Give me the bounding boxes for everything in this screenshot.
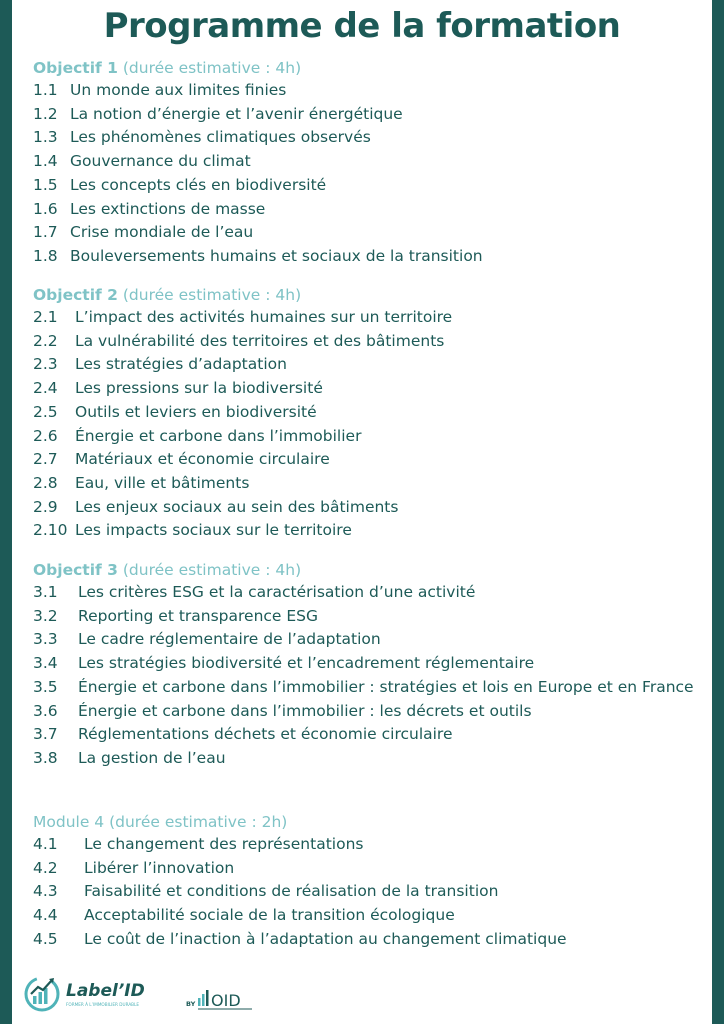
list-item [33, 605, 703, 629]
item-number: 2.10 [33, 521, 68, 540]
oid-bars-icon [198, 990, 209, 1006]
page-title: Programme de la formation [103, 6, 621, 46]
list-item [33, 245, 703, 269]
item-number: 2.1 [33, 308, 58, 326]
item-text: L’impact des activités humaines sur un territoire [75, 308, 453, 326]
item-number: 2.9 [33, 497, 58, 516]
item-number: 1.3 [33, 128, 58, 147]
item-text: Énergie et carbone dans l’immobilier : stratégies et lois en Europe et en France [78, 677, 694, 696]
section-duration: (durée estimative : 4h) [122, 561, 302, 579]
item-text: Les stratégies biodiversité et l’encadrement réglementaire [78, 654, 535, 673]
list-item [33, 377, 703, 401]
item-number: 3.6 [33, 701, 58, 720]
item-text: Énergie et carbone dans l’immobilier : les décrets et outils [78, 701, 532, 720]
item-number: 2.2 [33, 331, 58, 350]
item-number: 3.3 [33, 630, 58, 649]
item-number: 2.7 [33, 450, 58, 469]
label-id-brand: Label’ID [66, 981, 145, 1001]
item-text: Les stratégies d’adaptation [75, 355, 287, 374]
item-number: 4.3 [33, 882, 58, 901]
item-number: 1.1 [33, 81, 58, 99]
item-text: Crise mondiale de l’eau [70, 223, 254, 242]
item-number: 3.7 [33, 725, 58, 744]
item-number: 2.8 [33, 473, 58, 492]
list-item [33, 496, 703, 520]
section-label: Objectif 3 [33, 561, 118, 579]
item-number: 1.5 [33, 175, 58, 194]
item-text: Matériaux et économie circulaire [75, 450, 330, 469]
list-item [33, 126, 703, 150]
section-label: Module 4 [33, 813, 105, 831]
section-heading [33, 811, 703, 833]
item-number: 3.4 [33, 654, 58, 673]
item-number: 1.2 [33, 104, 58, 123]
list-item [33, 174, 703, 198]
section-heading [33, 57, 703, 79]
list-item [33, 353, 703, 377]
item-text: Le cadre réglementaire de l’adaptation [78, 630, 381, 649]
item-number: 2.6 [33, 426, 58, 445]
item-text: Énergie et carbone dans l’immobilier [75, 426, 362, 445]
item-number: 3.2 [33, 606, 58, 625]
list-item [33, 928, 703, 952]
item-text: Réglementations déchets et économie circulaire [78, 725, 453, 744]
item-text: Les concepts clés en biodiversité [70, 175, 327, 194]
list-item [33, 857, 703, 881]
item-text: Le changement des représentations [84, 835, 364, 853]
item-text: Les enjeux sociaux au sein des bâtiments [75, 497, 399, 516]
item-text: Acceptabilité sociale de la transition écologique [84, 906, 455, 925]
item-text: La gestion de l’eau [78, 748, 226, 767]
section-objectif-3 [33, 559, 703, 771]
item-text: Les phénomènes climatiques observés [70, 128, 371, 147]
item-text: Les extinctions de masse [70, 199, 266, 218]
item-number: 1.8 [33, 246, 58, 265]
list-item [33, 700, 703, 724]
list-item [33, 425, 703, 449]
item-number: 2.5 [33, 402, 58, 421]
list-item [33, 472, 703, 496]
section-heading [33, 284, 703, 306]
section-module-4 [33, 811, 703, 952]
item-number: 4.1 [33, 835, 58, 853]
list-item [33, 581, 703, 605]
list-item [33, 198, 703, 222]
list-item [33, 747, 703, 771]
list-item [33, 904, 703, 928]
list-item [33, 221, 703, 245]
section-duration: (durée estimative : 4h) [122, 286, 302, 304]
section-duration: (durée estimative : 2h) [109, 813, 288, 831]
list-item [33, 401, 703, 425]
item-number: 3.8 [33, 748, 58, 767]
item-text: Libérer l’innovation [84, 858, 235, 877]
item-number: 3.1 [33, 583, 58, 601]
label-id-tagline: FORMER À L’IMMOBILIER DURABLE [66, 1002, 140, 1007]
list-item [33, 628, 703, 652]
item-text: Reporting et transparence ESG [78, 606, 319, 625]
item-text: Les impacts sociaux sur le territoire [75, 521, 352, 540]
item-text: Faisabilité et conditions de réalisation de la transition [84, 882, 499, 901]
item-text: Outils et leviers en biodiversité [75, 402, 317, 421]
item-text: La vulnérabilité des territoires et des bâtiments [75, 331, 445, 350]
list-item [33, 519, 703, 543]
list-item [33, 676, 703, 700]
item-text: Les critères ESG et la caractérisation d’une activité [78, 583, 476, 601]
item-number: 4.4 [33, 906, 58, 925]
list-item [33, 150, 703, 174]
list-item [33, 79, 703, 103]
item-number: 2.3 [33, 355, 58, 374]
oid-by-label: BY [186, 1000, 196, 1008]
item-text: Gouvernance du climat [70, 152, 251, 171]
label-id-logo [22, 972, 172, 1016]
oid-wordmark: OID [211, 991, 241, 1010]
section-heading [33, 559, 703, 581]
section-objectif-2 [33, 284, 703, 543]
section-objectif-1 [33, 57, 703, 269]
item-number: 3.5 [33, 677, 58, 696]
section-label: Objectif 2 [33, 286, 118, 304]
item-text: Un monde aux limites finies [70, 81, 287, 99]
list-item [33, 306, 703, 330]
item-number: 1.4 [33, 152, 58, 171]
item-number: 2.4 [33, 379, 58, 398]
item-text: Les pressions sur la biodiversité [75, 379, 323, 398]
item-number: 4.2 [33, 858, 58, 877]
item-number: 1.7 [33, 223, 58, 242]
label-id-logo-icon [26, 978, 58, 1010]
list-item [33, 652, 703, 676]
item-text: Eau, ville et bâtiments [75, 473, 250, 492]
list-item [33, 330, 703, 354]
item-number: 1.6 [33, 199, 58, 218]
list-item [33, 103, 703, 127]
section-label: Objectif 1 [33, 59, 118, 77]
item-number: 4.5 [33, 929, 58, 948]
item-text: La notion d’énergie et l’avenir énergétique [70, 104, 403, 123]
list-item [33, 880, 703, 904]
list-item [33, 723, 703, 747]
item-text: Le coût de l’inaction à l’adaptation au changement climatique [84, 929, 567, 948]
list-item [33, 833, 703, 857]
oid-logo [186, 984, 258, 1014]
list-item [33, 448, 703, 472]
item-text: Bouleversements humains et sociaux de la transition [70, 246, 483, 265]
section-duration: (durée estimative : 4h) [122, 59, 302, 77]
